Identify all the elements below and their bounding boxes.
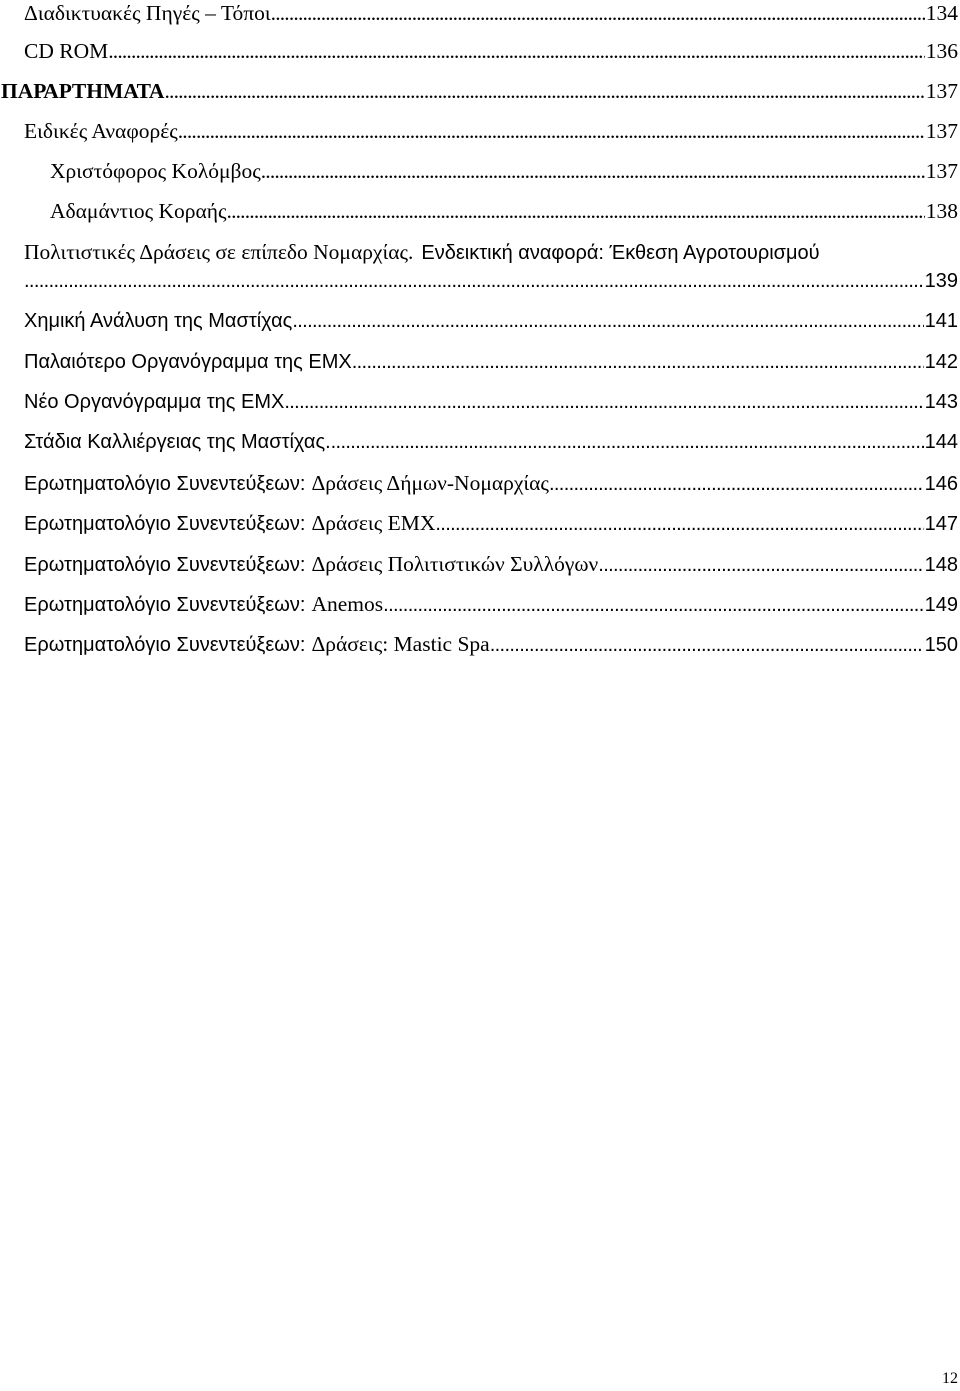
toc-entry-title-cont: Δράσεις Δήμων-Νομαρχίας — [311, 471, 549, 495]
toc-entry-page: 137 — [925, 119, 958, 143]
toc-dot-leader — [24, 266, 924, 296]
toc-entry-page: 139 — [924, 270, 958, 292]
toc-dot-leader — [549, 469, 924, 498]
toc-entry-page: 150 — [924, 634, 958, 656]
toc-dot-leader — [598, 550, 923, 579]
toc-entry-title: Χριστόφορος Κολόμβος — [50, 159, 261, 183]
toc-entry-title: Στάδια Καλλιέργειας της Μαστίχας. — [24, 431, 331, 453]
toc-entry-title: Ειδικές Αναφορές — [24, 119, 178, 143]
toc-entry-line-1[interactable] — [24, 237, 958, 267]
toc-entry-title: Παλαιότερο Οργανόγραμμα της ΕΜΧ — [24, 351, 352, 373]
toc-entry-page: 144 — [924, 431, 958, 453]
toc-dot-leader — [164, 76, 924, 106]
toc-entry-title: ΠΑΡΑΡΤΗΜΑΤΑ — [1, 79, 165, 103]
toc-dot-leader — [284, 387, 923, 417]
toc-entry-title-cont: Δράσεις Πολιτιστικών Συλλόγων — [311, 552, 599, 576]
toc-entry-page: 143 — [924, 391, 958, 413]
toc-entry-title: Νέο Οργανόγραμμα της ΕΜΧ — [24, 391, 285, 413]
toc-dot-leader — [352, 347, 924, 377]
toc-entry[interactable] — [50, 156, 958, 186]
toc-entry[interactable] — [50, 196, 958, 226]
toc-entry[interactable] — [24, 116, 958, 146]
toc-dot-leader — [435, 509, 923, 538]
toc-dot-leader — [178, 116, 925, 146]
toc-entry-title-cont: Ενδεικτική αναφορά: Έκθεση Αγροτουρισμού — [421, 242, 820, 264]
toc-entry-page: 142 — [924, 351, 958, 373]
toc-entry-title: CD ROM — [24, 39, 109, 63]
toc-entry[interactable] — [24, 589, 958, 619]
toc-entry-title-cont: Δράσεις: Mastic Spa — [311, 632, 490, 656]
toc-entry[interactable] — [1, 76, 958, 106]
toc-dot-leader — [383, 590, 923, 619]
toc-dot-leader — [292, 306, 923, 336]
toc-entry-title: Ερωτηματολόγιο Συνεντεύξεων: — [24, 513, 306, 535]
toc-entry-title: Χημική Ανάλυση της Μαστίχας — [24, 310, 293, 332]
toc-entry-page: 141 — [924, 310, 958, 332]
toc-entry-title: Αδαμάντιος Κοραής — [50, 199, 227, 223]
toc-entry-title: Πολιτιστικές Δράσεις σε επίπεδο Νομαρχίας. — [24, 240, 414, 264]
toc-entry[interactable] — [24, 427, 958, 457]
toc-entry-title: Ερωτηματολόγιο Συνεντεύξεων: — [24, 473, 306, 495]
toc-entry-page: 137 — [925, 159, 958, 183]
toc-dot-leader — [108, 36, 925, 66]
toc-entry-title: Ερωτηματολόγιο Συνεντεύξεων: — [24, 554, 306, 576]
toc-entry[interactable] — [24, 387, 958, 417]
page-number: 12 — [942, 1370, 958, 1387]
toc-entry[interactable] — [24, 629, 958, 659]
toc-entry-page: 137 — [925, 79, 958, 103]
toc-entry-line-2[interactable] — [24, 266, 958, 296]
toc-entry-title: Διαδικτυακές Πηγές – Τόποι — [24, 1, 271, 25]
toc-entry-page: 149 — [924, 594, 958, 616]
toc-entry[interactable] — [24, 347, 958, 377]
toc-entry[interactable] — [24, 508, 958, 538]
toc-dot-leader — [271, 0, 925, 28]
toc-entry-title-cont: Δράσεις ΕΜΧ — [311, 511, 436, 535]
toc-entry-title: Ερωτηματολόγιο Συνεντεύξεων: — [24, 634, 306, 656]
toc-entry[interactable] — [24, 36, 958, 66]
toc-dot-leader — [227, 196, 925, 226]
toc-entry-title-cont: Anemos — [311, 592, 384, 616]
toc-entry[interactable] — [24, 0, 958, 28]
toc-dot-leader — [331, 427, 924, 457]
toc-entry-page: 138 — [925, 199, 958, 223]
toc-entry-title: Ερωτηματολόγιο Συνεντεύξεων: — [24, 594, 306, 616]
toc-entry[interactable] — [24, 468, 958, 498]
toc-entry-page: 147 — [924, 513, 958, 535]
toc-dot-leader — [261, 156, 925, 186]
toc-entry-page: 134 — [925, 1, 958, 25]
toc-entry-page: 148 — [924, 554, 958, 576]
toc-entry[interactable] — [24, 549, 958, 579]
toc-entry[interactable] — [24, 306, 958, 336]
toc-entry-page: 146 — [924, 473, 958, 495]
toc-dot-leader — [490, 630, 924, 659]
toc-entry-page: 136 — [925, 39, 958, 63]
